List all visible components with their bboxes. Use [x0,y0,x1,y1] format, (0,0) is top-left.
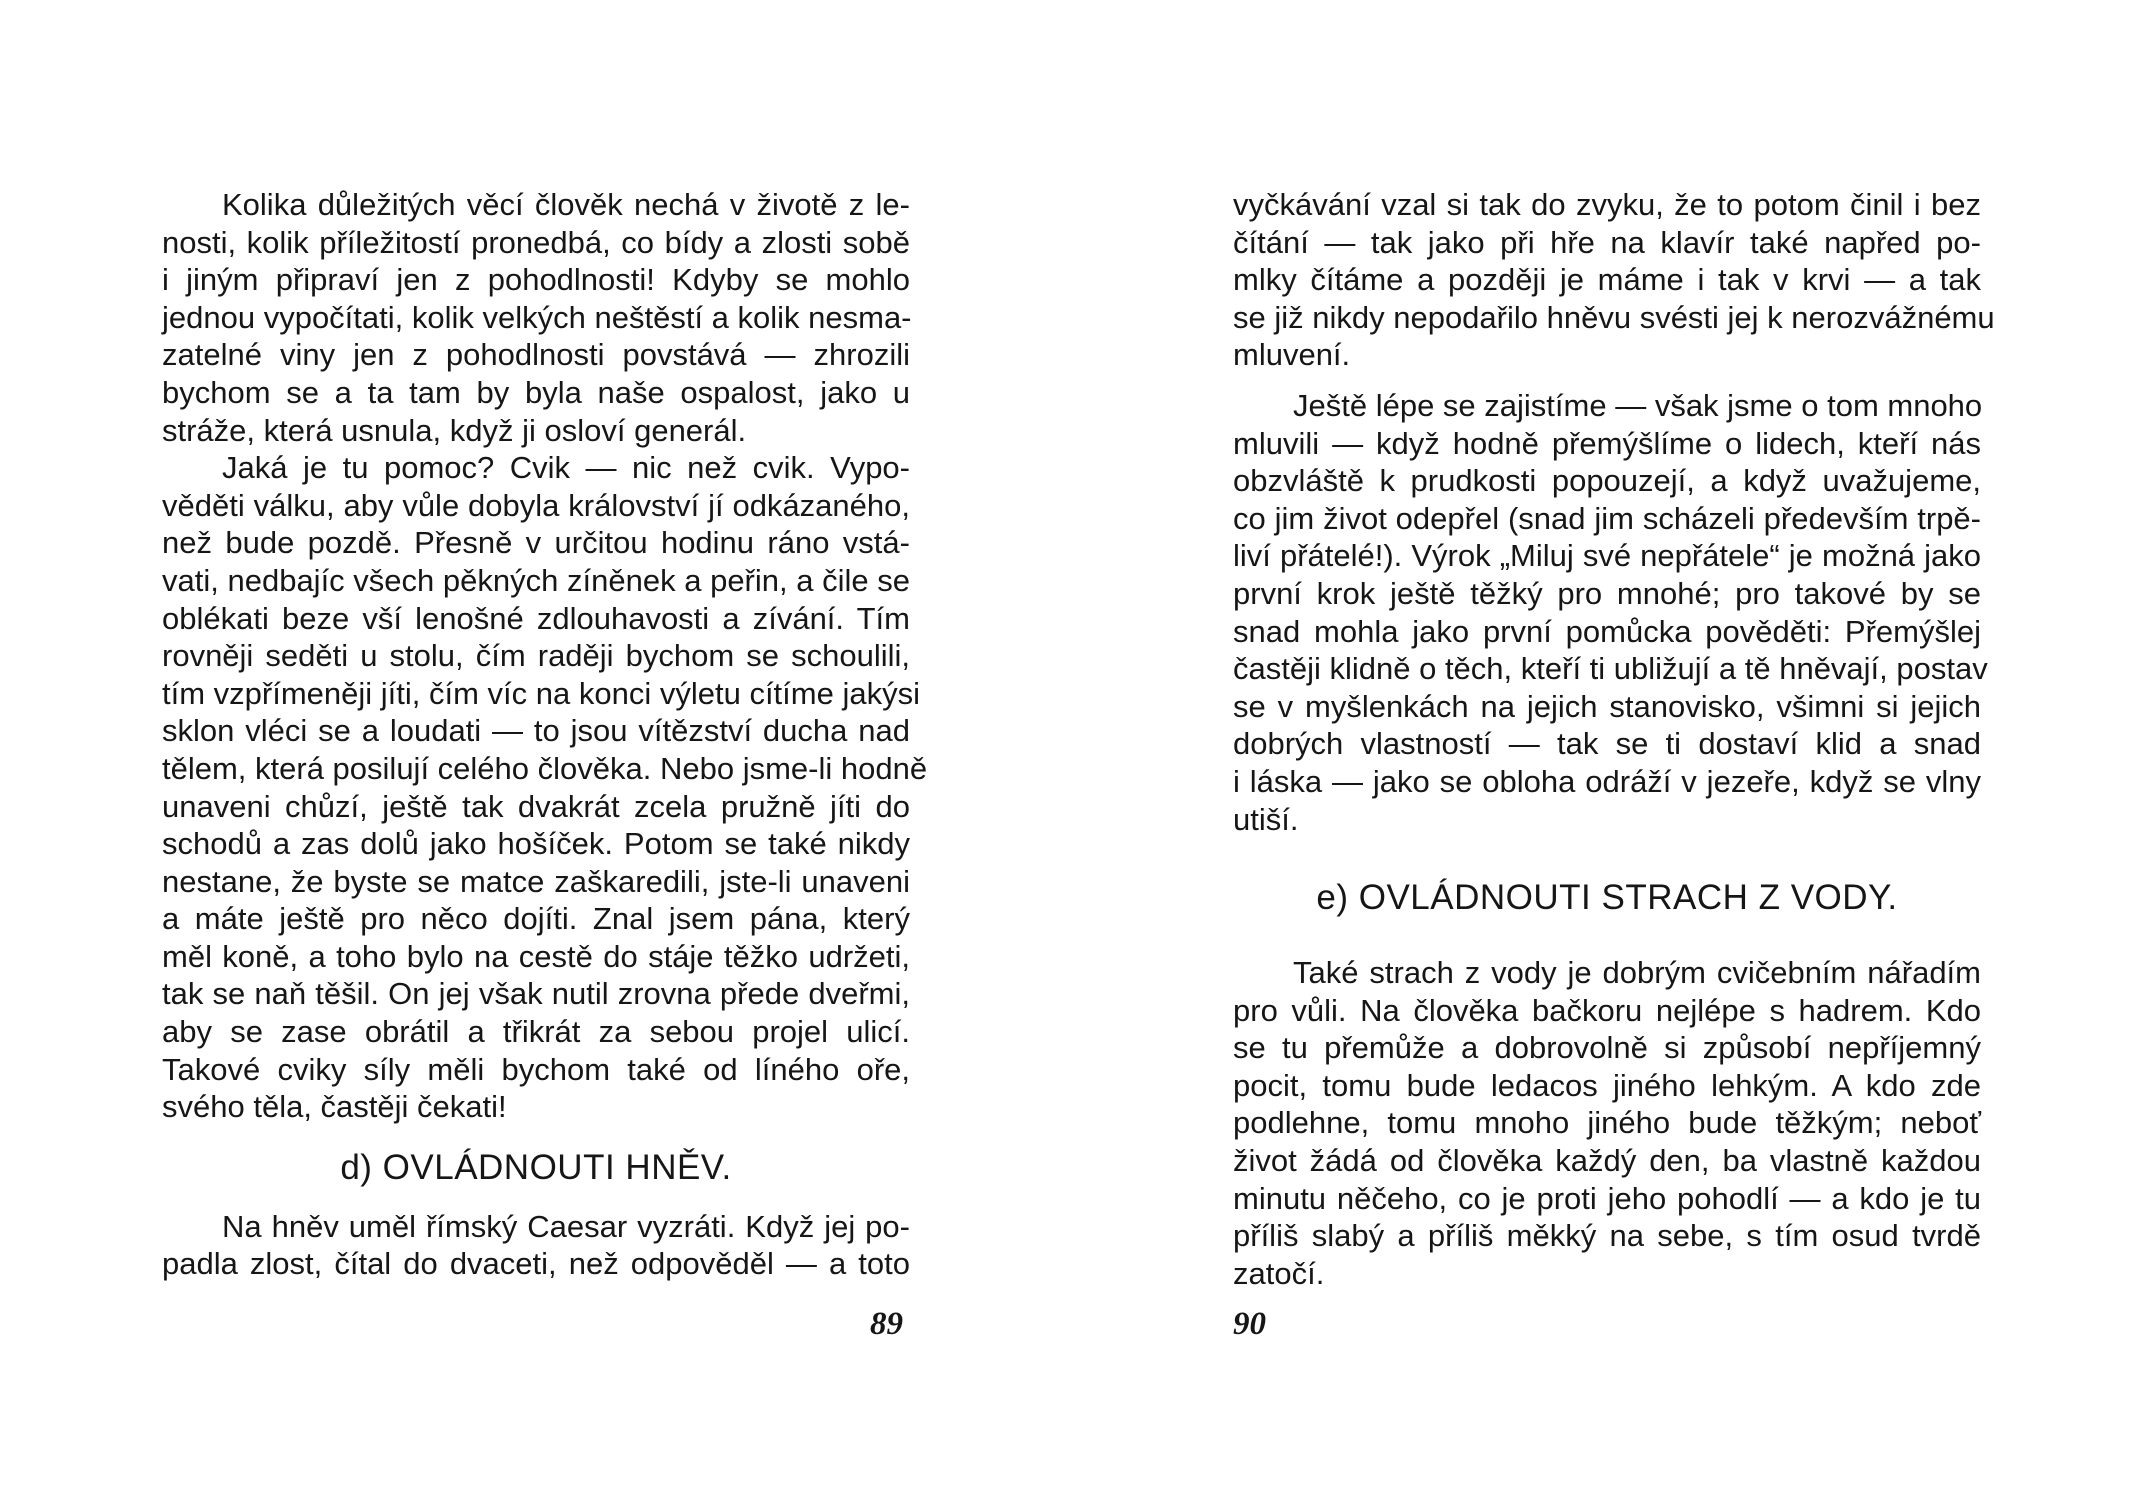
text-line: tím vzpřímeněji jíti, čím víc na konci výletu cítíme jakýsi [162,675,920,711]
text-line: liví přátelé!). Výrok „Miluj své nepřátele“ je možná jako [1233,538,1981,574]
text-line: se tu přemůže a dobrovolně si způsobí nepříjemný [1233,1030,1981,1066]
text-line: první krok ještě těžký pro mnohé; pro takové by se [1233,575,1981,611]
text-line: oblékati beze vší lenošné zdlouhavosti a zívání. Tím [162,600,910,636]
text-line: nosti, kolik příležitostí pronedbá, co bídy a zlosti sobě [162,224,910,260]
text-line: stráže, která usnula, když ji osloví generál. [162,412,747,448]
text-line: Jaká je tu pomoc? Cvik — nic než cvik. Vypo- [222,450,910,486]
text-line: mlky čítáme a později je máme i tak v krvi — a tak [1233,262,1981,298]
text-line: život žádá od člověka každý den, ba vlastně každou [1233,1143,1981,1179]
section-heading: e) OVLÁDNOUTI STRACH Z VODY. [1316,878,1898,918]
paragraph [1233,387,1988,838]
text-line: věděti válku, aby vůle dobyla království jí odkázaného, [162,487,910,523]
text-line: schodů a zas dolů jako hošíček. Potom se také nikdy [162,826,910,862]
text-line: častěji klidně o těch, kteří ti ubližují a tě hněvají, postav [1233,651,1988,687]
text-line: příliš slabý a příliš měkký na sebe, s tím osud tvrdě [1233,1218,1981,1254]
page-number: 89 [870,1306,903,1342]
text-line: i láska — jako se obloha odráží v jezeře, když se vlny [1233,763,1981,799]
text-line: nestane, že byste se matce zaškaredili, jste-li unaveni [162,863,910,899]
text-line: čítání — tak jako při hře na klavír také napřed po- [1233,224,1981,260]
text-line: co jim život odepřel (snad jim scházeli především trpě- [1233,500,1981,536]
paragraph [1233,954,1981,1292]
text-line: tak se naň těšil. On jej však nutil zrovna přede dveřmi, [162,976,910,1012]
text-line: i jiným připraví jen z pohodlnosti! Kdyby se mohlo [162,262,910,298]
text-line: zatočí. [1233,1255,1325,1291]
text-line: sklon vléci se a loudati — to jsou vítězství ducha nad [162,713,910,749]
left-page [162,186,928,1283]
text-line: obzvláště k prudkosti popouzejí, a když uvažujeme, [1233,463,1981,499]
text-line: aby se zase obrátil a třikrát za sebou projel ulicí. [162,1014,910,1050]
paragraph [162,449,928,1126]
text-line: mluvili — když hodně přemýšlíme o lidech, kteří nás [1233,425,1981,461]
paragraph [162,1208,910,1283]
text-line: svého těla, častěji čekati! [162,1089,507,1125]
text-line: pocit, tomu bude ledacos jiného lehkým. A kdo zde [1233,1067,1981,1103]
text-line: rovněji seděti u stolu, čím raději bychom se schoulili, [162,638,910,674]
text-line: Kolika důležitých věcí člověk nechá v životě z le- [222,187,910,222]
text-line: než bude pozdě. Přesně v určitou hodinu ráno vstá- [162,525,910,561]
text-line: padla zlost, čítal do dvaceti, než odpověděl — a toto [162,1246,910,1282]
text-line: zatelné viny jen z pohodlnosti povstává — zhrozili [162,337,910,373]
text-line: Na hněv uměl římský Caesar vyzráti. Když jej po- [222,1208,910,1244]
text-line: se již nikdy nepodařilo hněvu svésti jej k nerozvážnému [1233,299,1995,335]
page-number: 90 [1233,1306,1266,1342]
text-line: a máte ještě pro něco dojíti. Znal jsem pána, který [162,901,910,937]
text-line: dobrých vlastností — tak se ti dostaví klid a snad [1233,726,1981,762]
text-line: Ještě lépe se zajistíme — však jsme o tom mnoho [1293,387,1983,423]
text-line: Také strach z vody je dobrým cvičebním nářadím [1293,955,1981,991]
text-line: jednou vypočítati, kolik velkých neštěstí a kolik nesma- [162,299,912,335]
text-line: tělem, která posilují celého člověka. Nebo jsme-li hodně [162,750,928,786]
text-line: pro vůli. Na člověka bačkoru nejlépe s hadrem. Kdo [1233,992,1981,1028]
text-line: vyčkávání vzal si tak do zvyku, že to potom činil i bez [1233,187,1981,222]
text-line: vati, nedbajíc všech pěkných zíněnek a peřin, a čile se [162,562,910,598]
right-page [1233,186,1995,1292]
text-line: unaveni chůzí, ještě tak dvakrát zcela pružně jíti do [162,788,910,824]
text-line: snad mohla jako první pomůcka pověděti: Přemýšlej [1233,613,1981,649]
text-line: minutu něčeho, co je proti jeho pohodlí — a kdo je tu [1233,1180,1981,1216]
text-line: podlehne, tomu mnoho jiného bude těžkým; neboť [1233,1105,1981,1141]
paragraph [162,186,910,449]
text-line: mluvení. [1233,337,1351,373]
text-line: Takové cviky síly měli bychom také od líného oře, [162,1051,910,1087]
paragraph [1233,186,1995,374]
text-line: se v myšlenkách na jejich stanovisko, všimni si jejich [1233,688,1981,724]
section-heading: d) OVLÁDNOUTI HNĚV. [340,1147,732,1187]
text-line: utiší. [1233,801,1299,837]
text-line: měl koně, a toho bylo na cestě do stáje těžko udržeti, [162,938,910,974]
text-line: bychom se a ta tam by byla naše ospalost, jako u [162,374,910,410]
